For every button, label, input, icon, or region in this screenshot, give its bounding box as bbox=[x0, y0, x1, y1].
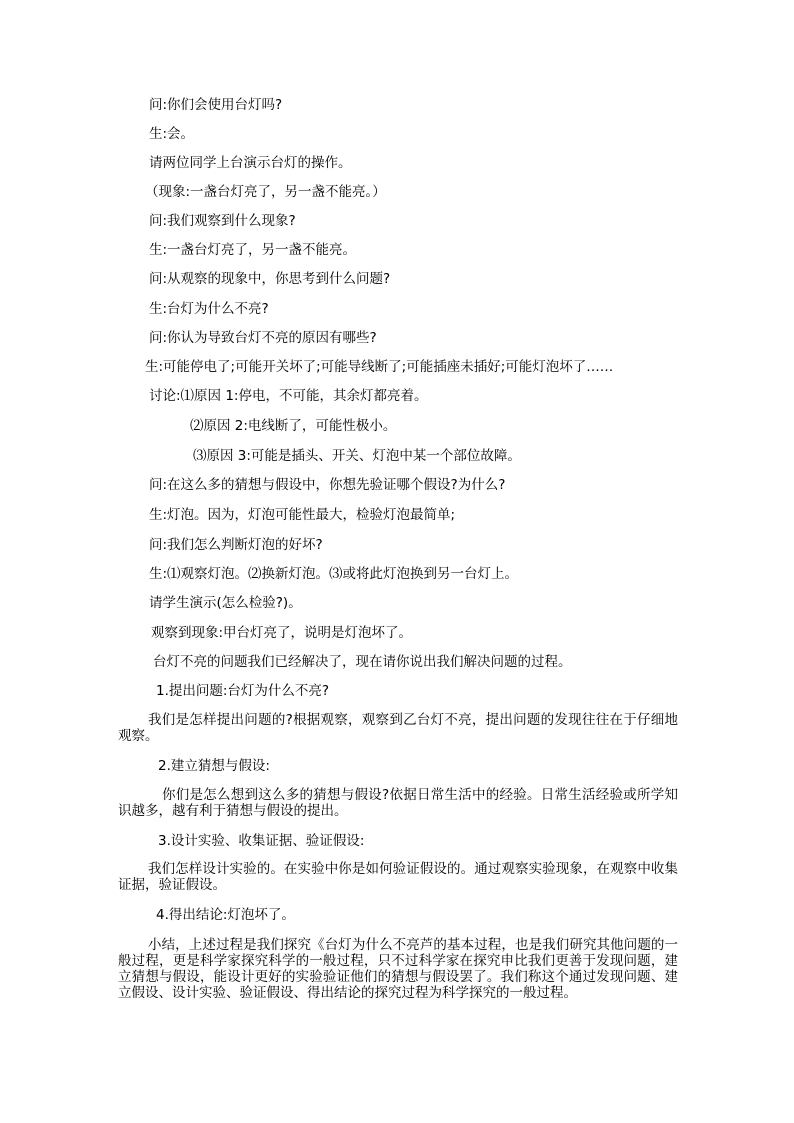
step-body: 你们是怎么想到这么多的猜想与假设?依据日常生活中的经验。日常生活经验或所学知识越多，越有利于猜想与假设的提出。 bbox=[118, 787, 678, 819]
dialogue-line: 生:一盏台灯亮了，另一盏不能亮。 bbox=[149, 242, 357, 258]
summary-paragraph: 小结，上述过程是我们探究《台灯为什么不亮芦的基本过程，也是我们研究其他问题的一般过程，更是科学家探究科学的一般过程，只不过科学家在探究申比我们更善于发现问题，建立猜想与假设，能设计更好的实验验证他们的猜想与假设罢了。我们称这个通过发现问题、建立假设、设计实验、验证假设、得出结论的探究过程为科学探究的一般过程。 bbox=[118, 937, 678, 1001]
step-body: 我们是怎样提出问题的?根据观察，观察到乙台灯不亮，提出问题的发现往往在于仔细地观察。 bbox=[118, 712, 678, 744]
dialogue-line: 问:你们会使用台灯吗? bbox=[149, 97, 283, 113]
dialogue-line: 问:我们观察到什么现象? bbox=[149, 213, 296, 229]
dialogue-line: （现象:一盏台灯亮了，另一盏不能亮。） bbox=[145, 184, 386, 200]
discussion-line: ⑶原因 3:可能是插头、开关、灯泡中某一个部位故障。 bbox=[193, 448, 521, 464]
discussion-line: ⑵原因 2:电线断了，可能性极小。 bbox=[190, 418, 397, 434]
dialogue-line: 问:从观察的现象中，你思考到什么问题? bbox=[149, 271, 391, 287]
dialogue-line: 观察到现象:甲台灯亮了，说明是灯泡坏了。 bbox=[151, 625, 413, 641]
dialogue-line: 生:可能停电了;可能开关坏了;可能导线断了;可能插座未插好;可能灯泡坏了…… bbox=[145, 359, 614, 375]
dialogue-line: 台灯不亮的问题我们已经解决了，现在请你说出我们解决问题的过程。 bbox=[153, 654, 572, 670]
dialogue-line: 问:你认为导致台灯不亮的原因有哪些? bbox=[149, 330, 377, 346]
step-heading: 2.建立猜想与假设: bbox=[158, 758, 270, 774]
dialogue-line: 问:我们怎么判断灯泡的好坏? bbox=[149, 537, 323, 553]
discussion-line: 讨论:⑴原因 1:停电，不可能，其余灯都亮着。 bbox=[149, 388, 428, 404]
dialogue-line: 生:⑴观察灯泡。⑵换新灯泡。⑶或将此灯泡换到另一台灯上。 bbox=[149, 566, 519, 582]
step-heading: 4.得出结论:灯泡坏了。 bbox=[156, 907, 295, 923]
step-heading: 1.提出问题:台灯为什么不亮? bbox=[156, 683, 330, 699]
dialogue-line: 问:在这么多的猜想与假设中，你想先验证哪个假设?为什么? bbox=[149, 477, 506, 493]
step-body: 我们怎样设计实验的。在实验中你是如何验证假设的。通过观察实验现象，在观察中收集证据，验证假设。 bbox=[118, 861, 678, 893]
dialogue-line: 请学生演示(怎么检验?)。 bbox=[149, 595, 302, 611]
step-heading: 3.设计实验、收集证据、验证假设: bbox=[158, 833, 365, 849]
dialogue-line: 请两位同学上台演示台灯的操作。 bbox=[149, 155, 352, 171]
dialogue-line: 生:台灯为什么不亮? bbox=[149, 301, 269, 317]
dialogue-line: 生:会。 bbox=[149, 126, 195, 142]
dialogue-line: 生:灯泡。因为，灯泡可能性最大，检验灯泡最简单; bbox=[149, 507, 456, 523]
